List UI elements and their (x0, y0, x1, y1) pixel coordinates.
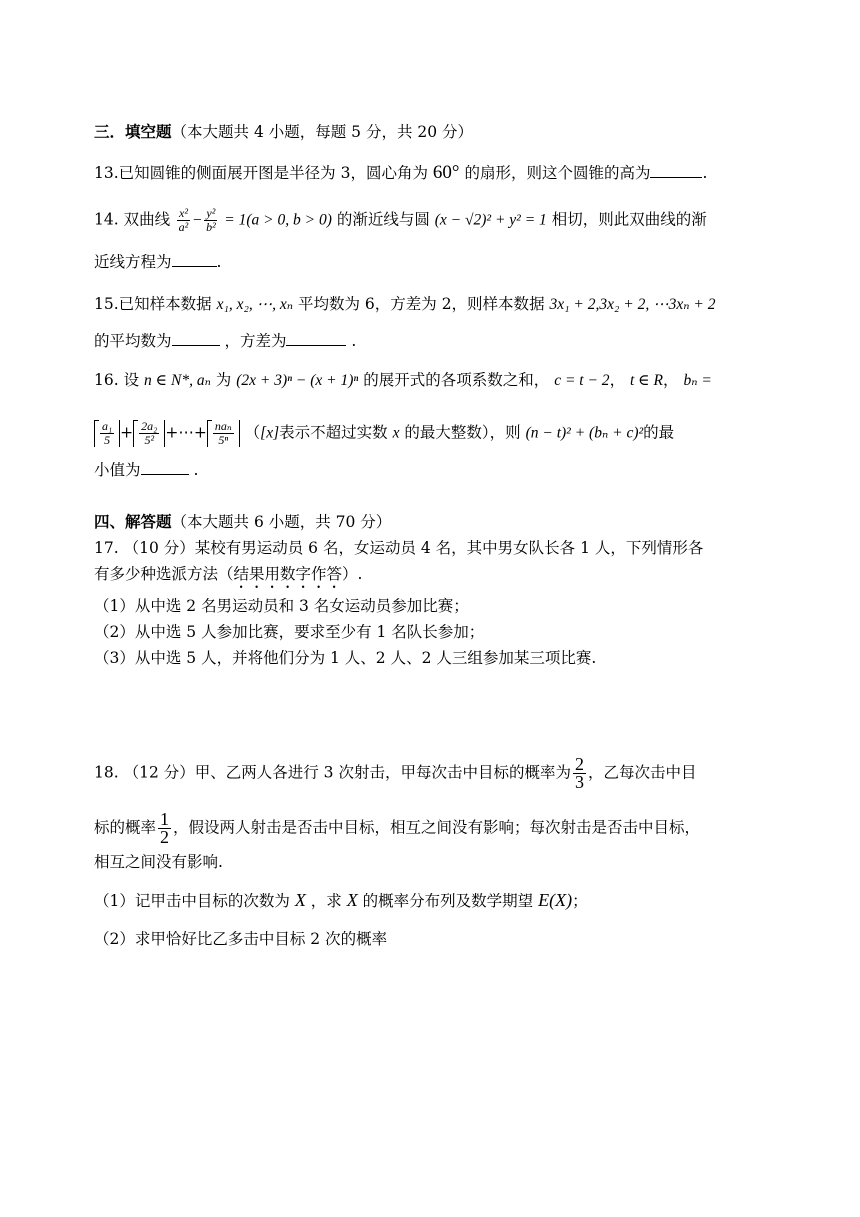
q15-line2-b: ，方差为 (224, 332, 287, 350)
q18-p1-c: 的概率分布列及数学期望 (362, 892, 534, 910)
q18-p1-expectation: E(X) (538, 890, 573, 910)
q14-frac-y: $\frac{\text{y²}}{\text{b²}}$ (206, 206, 216, 234)
q18-line1-b: ，乙每次击中目 (587, 763, 697, 782)
q16-t-definition: t ∈ R (630, 372, 663, 389)
section4-title (94, 512, 391, 532)
q18-line2-a: 标的概率 (94, 818, 157, 837)
q16-expression: (2x + 3)ⁿ − (x + 1)ⁿ (236, 372, 359, 389)
section3-heading: 三．填空题 (94, 122, 172, 141)
q14-frac-x: $\frac{\text{x²}}{\text{a²}}$ (178, 206, 189, 234)
q16-text-a: 为 (215, 371, 232, 389)
q16-line3: 小值为 (94, 461, 141, 479)
q13-text-a: 13.已知圆锥的侧面展开图是半径为 3，圆心角为 (94, 164, 428, 182)
q16-note-e: 的最 (643, 423, 675, 442)
q16-ellipsis: +⋯+ (165, 423, 207, 442)
q14-condition: = 1(a > 0, b > 0) (224, 211, 332, 229)
section4-heading: 四、解答题 (94, 512, 172, 531)
q14-text-a: 的渐近线与圆 (336, 210, 430, 229)
q16-condition: n ∈ N*, aₙ (144, 372, 211, 389)
q17-emphasis: 结果用数字作答 (233, 565, 343, 583)
section3-title (94, 122, 473, 142)
q18-fraction-1-2: $\frac{1}{2}$ (160, 809, 170, 847)
question-13 (94, 163, 707, 183)
q16-note-x: [x] (260, 424, 280, 442)
q16-label: 16. 设 (94, 371, 140, 389)
q18-fraction-2-3: $\frac{2}{3}$ (574, 754, 584, 792)
q16-target: (n − t)² + (bₙ + c)² (525, 424, 644, 442)
q18-line1-a: 18. （12 分）甲、乙两人各进行 3 次射击，甲每次击中目标的概率为 (94, 763, 571, 782)
q17-line1: 17. （10 分）某校有男运动员 6 名，女运动员 4 名，其中男女队长各 1 人，下列情形各 (94, 539, 704, 557)
q18-line3: 相互之间没有影响. (94, 853, 223, 871)
q13-answer-blank (650, 163, 702, 178)
q16-note-c: x (392, 424, 400, 442)
q14-text-b: 相切，则此双曲线的渐 (551, 210, 707, 229)
q16-note-b: 表示不超过实数 (279, 423, 388, 442)
q18-p1-b: ，求 (310, 892, 342, 910)
question-15-line2 (94, 331, 356, 351)
q13-text-b: 的扇形，则这个圆锥的高为 (464, 164, 651, 182)
question-18-line1 (94, 756, 696, 791)
question-18-line2 (94, 811, 700, 846)
q15-text-b: 平均数为 6，方差为 2，则样本数据 (297, 295, 545, 313)
question-18-part1 (94, 890, 588, 911)
q16-note-a: （ (244, 423, 261, 442)
q16-note-d: 的最大整数），则 (404, 423, 521, 442)
q13-angle: 60° (432, 162, 460, 183)
q16-floor-2: $\frac{\text{2a₂}}{\text{5²}}$ (133, 420, 165, 447)
q14-line2-a: 近线方程为 (94, 253, 172, 271)
q14-line2-end: . (216, 253, 222, 271)
q18-line2-b: ，假设两人射击是否击中目标，相互之间没有影响；每次射击是否击中目标， (173, 818, 701, 837)
question-14-line2 (94, 252, 221, 272)
q17-part1: （1）从中选 2 名男运动员和 3 名女运动员参加比赛； (94, 597, 469, 615)
question-15 (94, 294, 715, 315)
q16-plus: + (120, 423, 134, 442)
question-16-line2 (94, 420, 674, 447)
q17-part3: （3）从中选 5 人，并将他们分为 1 人、2 人、2 人三组参加某三项比赛. (94, 649, 597, 667)
q15-data2: 3x₁ + 2,3x₂ + 2, ⋯3xₙ + 2 (549, 296, 716, 313)
q14-circle: (x − √2)² + y² = 1 (434, 211, 547, 229)
q15-text-a: 15.已知样本数据 (94, 295, 212, 313)
q16-c-definition: c = t − 2 (554, 372, 610, 389)
q18-part2: （2）求甲恰好比乙多击中目标 2 次的概率 (94, 930, 388, 948)
q15-mean-blank (172, 331, 220, 346)
q16-line3-end: . (193, 461, 199, 479)
question-17-line2 (94, 564, 362, 592)
q18-p1-end: ； (572, 892, 588, 910)
q15-line2-a: 的平均数为 (94, 332, 172, 350)
section3-note: （本大题共 4 小题，每题 5 分，共 20 分） (171, 123, 474, 141)
q18-p1-x2: X (346, 890, 358, 910)
q13-end: . (702, 164, 708, 182)
section4-note: （本大题共 6 小题，共 70 分） (171, 513, 392, 531)
question-16-line3 (94, 460, 198, 480)
q14-answer-blank (172, 252, 217, 267)
q17-line2-a: 有多少种选派方法（ (94, 565, 234, 583)
question-16: 16. 设 n ∈ N*, aₙ 为 (2x + 3)ⁿ − (x + 1)ⁿ 的展开式的各项系数之和， c = t − 2， t ∈ R， bₙ = (94, 371, 712, 389)
q15-data1: x₁, x₂, ⋯, xₙ (216, 296, 294, 313)
q16-floor-n: $\frac{\text{naₙ}}{\text{5ⁿ}}$ (207, 420, 240, 447)
q14-label: 14. 双曲线 (94, 210, 171, 229)
q18-p1-x: X (294, 890, 306, 910)
question-14: 14. 双曲线 $\frac{\text{x²}}{\text{a²}}$ − $\frac{\text{y²}}{\text{b²}}$ = 1(a > 0, b > 0) 的渐近线与圆 (x − √2)² + y² = 1 相切，则此双曲线的渐 (94, 206, 707, 234)
q15-line2-end: . (351, 332, 357, 350)
q17-part2: （2）从中选 5 人参加比赛，要求至少有 1 名队长参加； (94, 623, 485, 641)
q16-floor-1: $\frac{\text{a₁}}{5}$ (94, 420, 120, 447)
q16-answer-blank (141, 460, 189, 475)
q16-bn: bₙ = (683, 372, 712, 389)
q18-p1-a: （1）记甲击中目标的次数为 (94, 892, 290, 910)
q17-line2-b: ）. (342, 565, 363, 583)
q15-variance-blank (286, 331, 346, 346)
q16-text-b: 的展开式的各项系数之和， (363, 371, 550, 389)
